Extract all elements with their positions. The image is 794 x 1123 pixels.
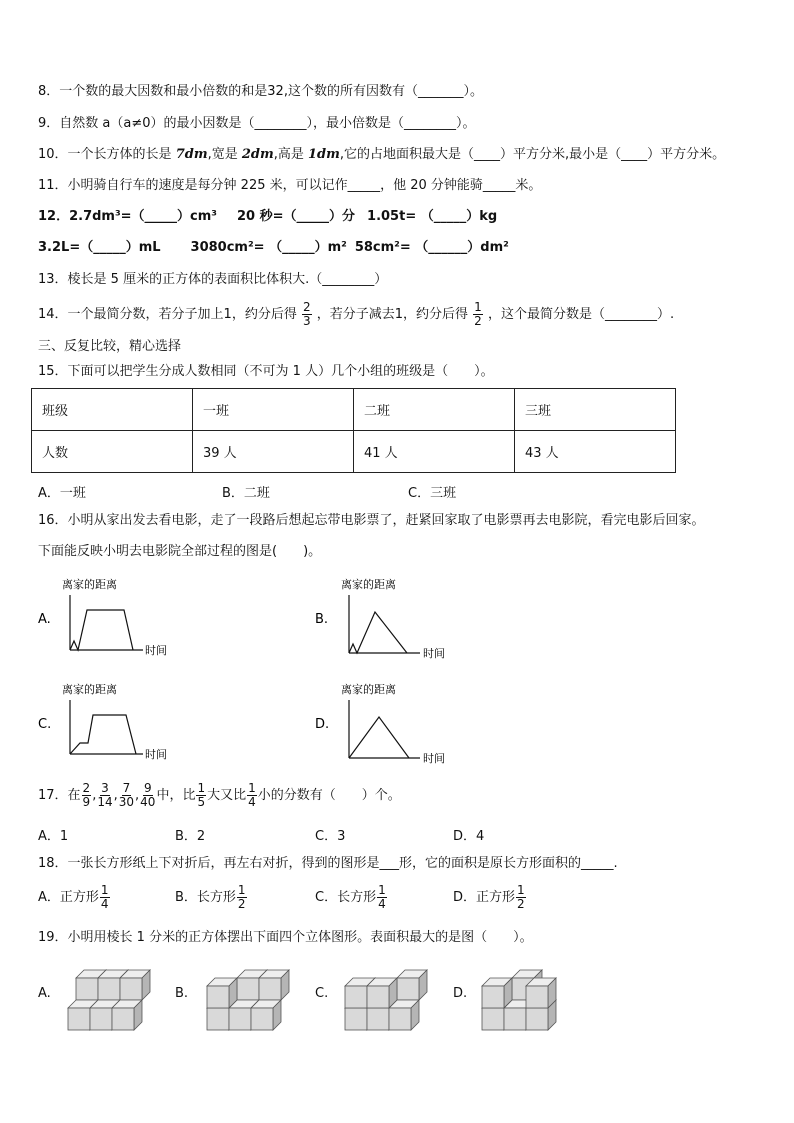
question-12-row-2: [38, 240, 509, 256]
question-16: 16．小明从家出发去看电影，走了一段路后想起忘带电影票了，赶紧回家取了电影票再去电影院，看完电影后回家。: [38, 513, 705, 528]
question-18: 18．一张长方形纸上下对折后，再左右对折，得到的图形是___形，它的面积是原长方形面积的_____.: [38, 856, 618, 871]
svg-text:时间: 时间: [423, 647, 445, 660]
svg-text:D.: D.: [315, 717, 330, 732]
question-9: 9．自然数 a（a≠0）的最小因数是（________），最小倍数是（________）。: [38, 116, 476, 131]
q18-option-d[interactable]: D．正方形 $\frac{1}{2}$: [453, 883, 525, 911]
question-15: 15．下面可以把学生分成人数相同（不可为 1 人）几个小组的班级是（ ）。: [38, 364, 494, 379]
svg-text:A.: A.: [38, 612, 51, 627]
cube-group: [68, 970, 150, 1030]
svg-text:离家的距离: 离家的距离: [341, 683, 396, 696]
question-16-line-2: 下面能反映小明去电影院全部过程的图是( )。: [38, 544, 322, 559]
q19-option-c[interactable]: C.: [315, 986, 329, 1001]
svg-text:时间: 时间: [145, 748, 167, 761]
question-8: 8．一个数的最大因数和最小倍数的和是32,这个数的所有因数有（_______）。: [38, 84, 483, 99]
q15-option-a[interactable]: A．一班: [38, 486, 86, 501]
svg-text:离家的距离: 离家的距离: [62, 683, 117, 696]
q17-option-c[interactable]: C．3: [315, 829, 346, 844]
svg-text:时间: 时间: [423, 752, 445, 765]
question-13: 13．棱长是 5 厘米的正方体的表面积比体积大.（________）: [38, 272, 388, 287]
q18-option-b[interactable]: B．长方形 $\frac{1}{2}$: [175, 883, 246, 911]
question-19: 19．小明用棱长 1 分米的正方体摆出下面四个立体图形。表面积最大的是图（ ）。: [38, 930, 533, 945]
table-row: [32, 389, 676, 431]
q17-option-d[interactable]: D．4: [453, 829, 485, 844]
cube-figure-d[interactable]: [480, 960, 570, 1032]
question-11: 11．小明骑自行车的速度是每分钟 225 米，可以记作_____，他 20 分钟能骑_____米。: [38, 178, 542, 193]
question-10: 10．一个长方体的长是 7dm,宽是 2dm,高是 1dm,它的占地面积最大是（____）平方分米,最小是（____）平方分米。: [38, 147, 726, 162]
graph-option-c[interactable]: [38, 680, 188, 769]
cube-figure-b[interactable]: [205, 960, 295, 1032]
svg-text:B.: B.: [315, 612, 329, 627]
q17-option-a[interactable]: A．1: [38, 829, 69, 844]
q12-part-a: 12．2.7dm³=（_____）cm³: [38, 209, 218, 224]
table-cell: 二班: [354, 389, 515, 431]
graph-option-b[interactable]: [315, 575, 465, 669]
table-cell: 人数: [32, 431, 193, 473]
q19-option-b[interactable]: B.: [175, 986, 189, 1001]
section-title: 三、反复比较，精心选择: [38, 339, 182, 354]
cube-group: [207, 970, 289, 1030]
q19-option-d[interactable]: D.: [453, 986, 468, 1001]
cube-figure-c[interactable]: [343, 960, 433, 1032]
cube-group: [345, 970, 427, 1030]
fraction-1-2: $\frac{1}{2}$: [474, 300, 482, 328]
question-14: 14．一个最简分数，若分子加上1，约分后得 $\frac{2}{3}$ ，若分子减去1，约分后得 $\frac{1}{2}$ ，这个最简分数是（________）.: [38, 300, 675, 328]
svg-text:C.: C.: [38, 717, 52, 732]
graph-option-d[interactable]: [315, 680, 465, 774]
table-cell: 41 人: [354, 431, 515, 473]
svg-text:离家的距离: 离家的距离: [62, 578, 117, 591]
question-12: [38, 209, 497, 225]
svg-text:离家的距离: 离家的距离: [341, 578, 396, 591]
table-cell: 班级: [32, 389, 193, 431]
q12-part-b: 20 秒=（_____）分: [237, 209, 356, 224]
svg-text:时间: 时间: [145, 644, 167, 657]
q12-part-d: 3.2L=（_____）mL: [38, 240, 161, 255]
q17-option-b[interactable]: B．2: [175, 829, 206, 844]
question-17: 17．在 $\frac{2}{9}$ , $\frac{3}{14}$ , $\frac{7}{30}$ , $\frac{9}{40}$ 中，比 $\frac{1}{5}$ 大又比 $\frac{1}{4}$ 小的分数有（ ）个。: [38, 781, 401, 809]
table-row: [32, 431, 676, 473]
q15-option-b[interactable]: B．二班: [222, 486, 270, 501]
q12-part-f: 58cm²= （______）dm²: [354, 240, 509, 255]
cube-figure-a[interactable]: [66, 960, 156, 1032]
table-cell: 43 人: [515, 431, 676, 473]
table-cell: 三班: [515, 389, 676, 431]
q19-option-a[interactable]: A.: [38, 986, 51, 1001]
fraction-2-3: $\frac{2}{3}$: [302, 300, 311, 328]
q12-part-c: 1.05t= （_____）kg: [367, 209, 498, 224]
q12-part-e: 3080cm²= （_____）m²: [190, 240, 347, 255]
q15-option-c[interactable]: C．三班: [408, 486, 457, 501]
cube-group: [482, 970, 556, 1030]
class-table: [31, 388, 676, 473]
q18-option-c[interactable]: C．长方形 $\frac{1}{4}$: [315, 883, 386, 911]
q18-option-a[interactable]: A．正方形 $\frac{1}{4}$: [38, 883, 109, 911]
table-cell: 一班: [193, 389, 354, 431]
graph-option-a[interactable]: [38, 575, 188, 664]
table-cell: 39 人: [193, 431, 354, 473]
